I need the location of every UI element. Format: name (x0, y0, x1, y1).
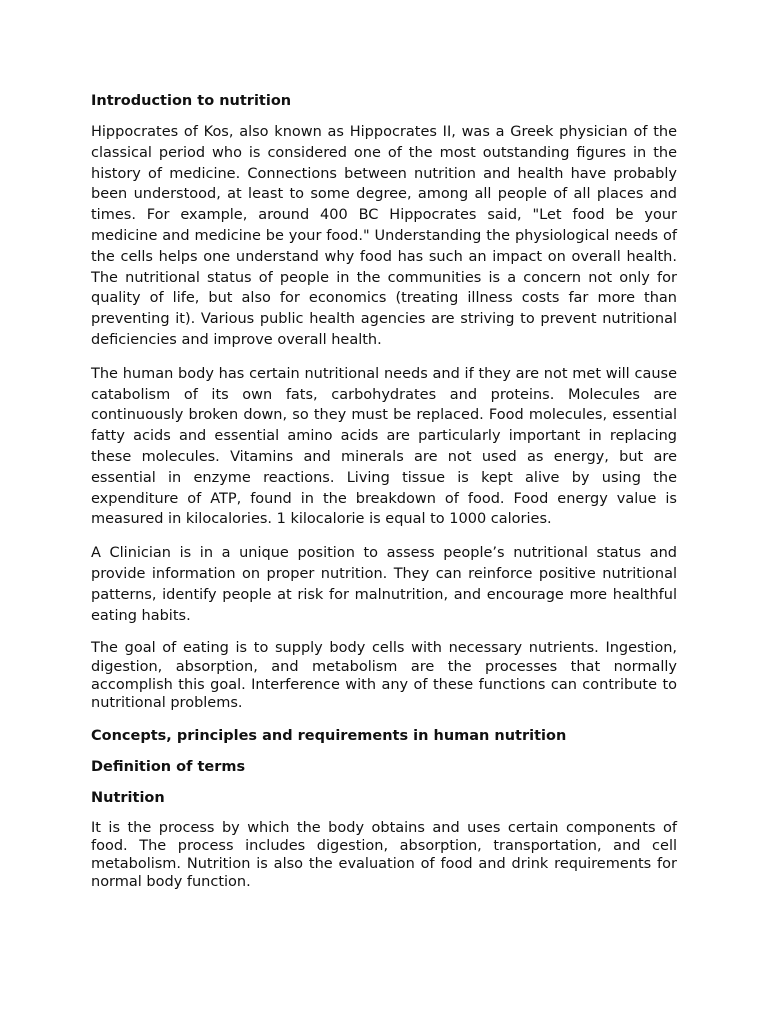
intro-paragraph-2: The human body has certain nutritional needs and if they are not met will cause catabolism of its own fats, carbohydrates and proteins. Molecules are continuously broken down, so they must be replaced. Food molecules, essential fatty acids and essential amino acids are particularly important in replacing these molecules. Vitamins and minerals are not used as energy, but are essential in enzyme reactions. Living tissue is kept alive by using the expenditure of ATP, found in the breakdown of food. Food energy value is measured in kilocalories. 1 kilocalorie is equal to 1000 calories. (91, 365, 677, 528)
definitions-heading: Definition of terms (91, 758, 246, 775)
intro-heading: Introduction to nutrition (91, 93, 292, 109)
intro-paragraph-4: The goal of eating is to supply body cells with necessary nutrients. Ingestion, digestion, absorption, and metabolism are the processes that normally accomplish this goal. Interference with any of these functions can contribute to nutritional problems. (91, 640, 677, 712)
document-page (91, 91, 677, 905)
intro-paragraph-3: A Clinician is in a unique position to assess people’s nutritional status and provide information on proper nutrition. They can reinforce positive nutritional patterns, identify people at risk for malnutrition, and encourage more healthful eating habits. (91, 545, 677, 624)
nutrition-heading: Nutrition (91, 789, 165, 806)
concepts-heading: Concepts, principles and requirements in human nutrition (91, 727, 567, 744)
nutrition-paragraph: It is the process by which the body obtains and uses certain components of food. The process includes digestion, absorption, transportation, and cell metabolism. Nutrition is also the evaluation of food and drink requirements for normal body function. (91, 819, 677, 891)
intro-paragraph-1: Hippocrates of Kos, also known as Hippocrates II, was a Greek physician of the classical period who is considered one of the most outstanding figures in the history of medicine. Connections between nutrition and health have probably been understood, at least to some degree, among all people of all places and times. For example, around 400 BC Hippocrates said, "Let food be your medicine and medicine be your food." Understanding the physiological needs of the cells helps one understand why food has such an impact on overall health. The nutritional status of people in the communities is a concern not only for quality of life, but also for economics (treating illness costs far more than preventing it). Various public health agencies are striving to prevent nutritional deficiencies and improve overall health. (91, 124, 677, 348)
